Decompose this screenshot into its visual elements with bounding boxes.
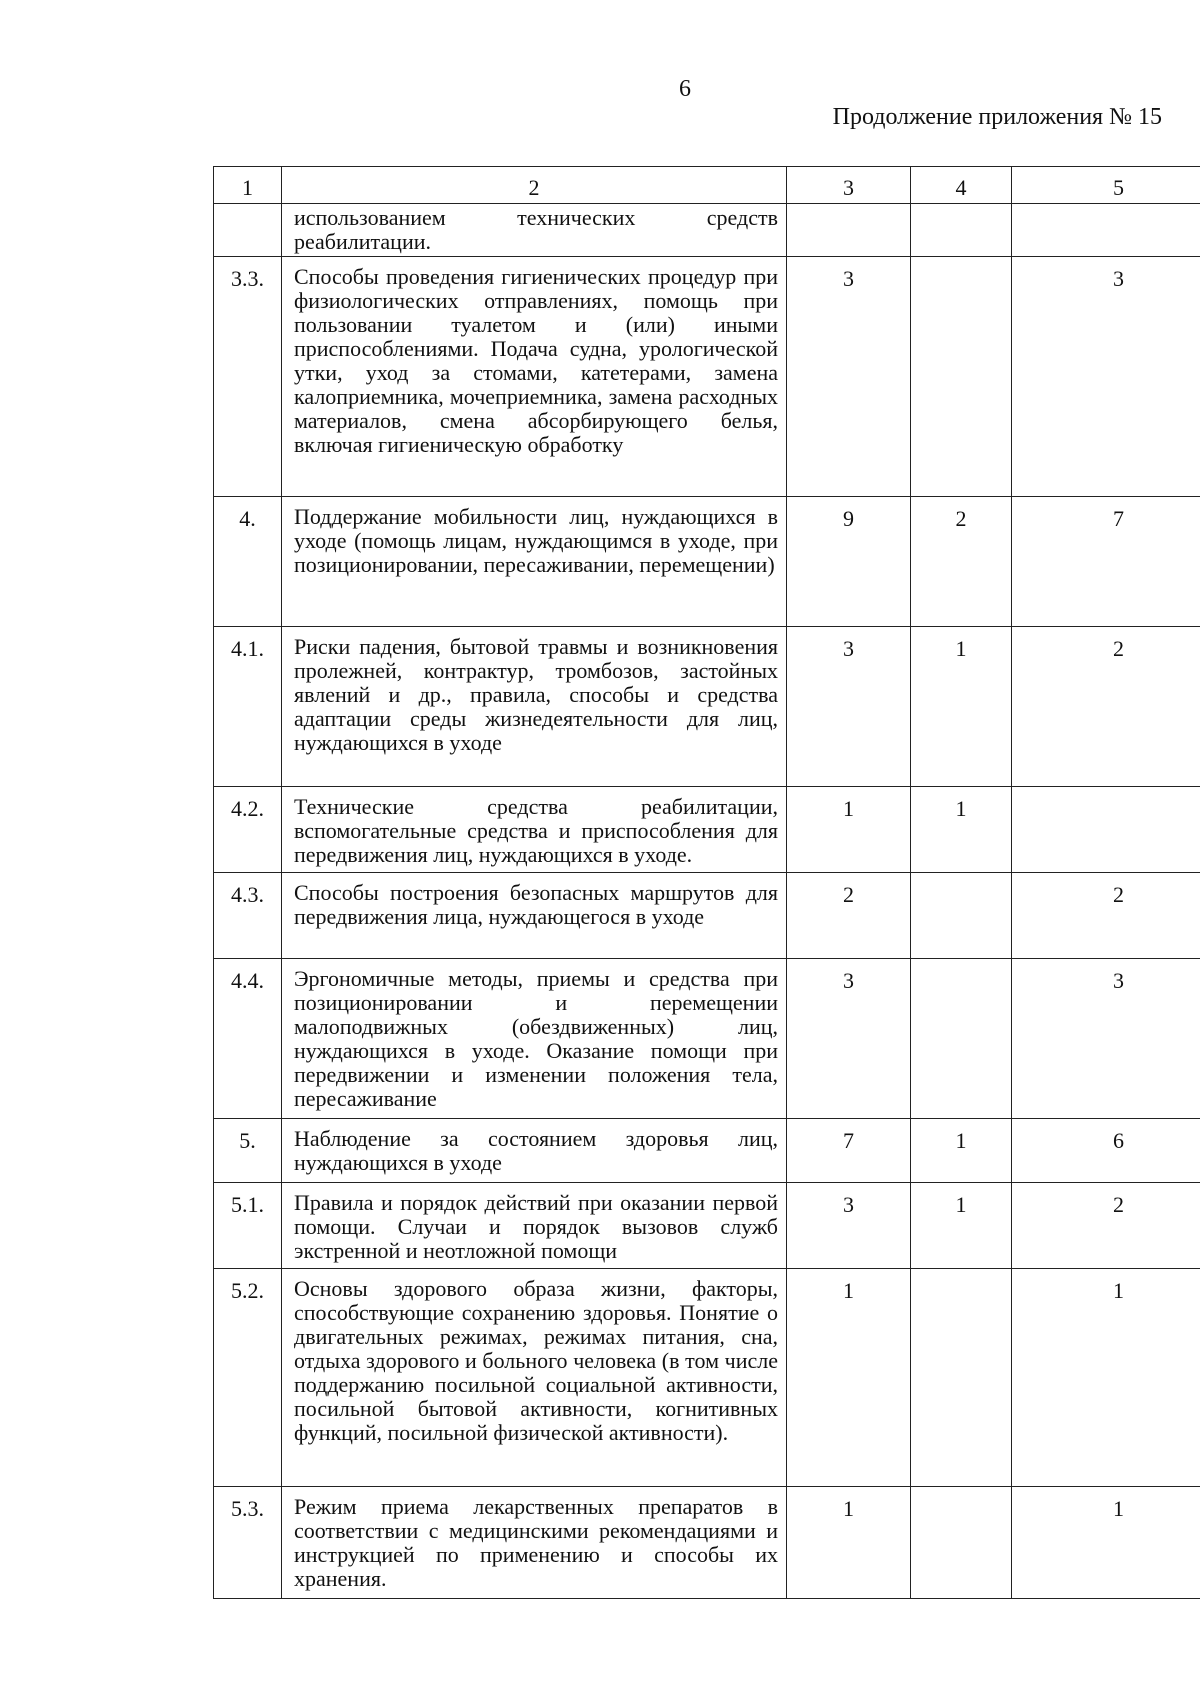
row-number: 5. (214, 1119, 282, 1183)
row-topic: Технические средства реабилитации, вспомогательные средства и приспособления для передвижения лиц, нуждающихся в уходе. (282, 787, 787, 873)
row-practice-hours: 6 (1012, 1119, 1200, 1183)
column-header: 1 (214, 167, 282, 204)
row-practice-hours (1012, 787, 1200, 873)
page-caption: Продолжение приложения № 15 (832, 104, 1162, 130)
row-theory-hours (911, 1487, 1012, 1599)
program-table (213, 166, 1200, 1599)
row-total-hours: 1 (787, 787, 911, 873)
column-header: 5 (1012, 167, 1200, 204)
row-total-hours: 9 (787, 497, 911, 627)
table-row (214, 627, 1200, 787)
table-row (214, 1487, 1200, 1599)
row-total-hours: 3 (787, 959, 911, 1119)
row-practice-hours: 2 (1012, 873, 1200, 959)
row-number: 5.1. (214, 1183, 282, 1269)
row-practice-hours: 7 (1012, 497, 1200, 627)
row-total-hours (787, 204, 911, 257)
column-header: 2 (282, 167, 787, 204)
row-theory-hours (911, 959, 1012, 1119)
table-row (214, 1119, 1200, 1183)
row-topic: Способы проведения гигиенических процедур при физиологических отправлениях, помощь при пользовании туалетом и (или) иными приспособлениями. Подача судна, урологической утки, уход за стомами, катетерами, замена калоприемника, мочеприемника, замена расходных материалов, смена абсорбирующего белья, включая гигиеническую обработку (282, 257, 787, 497)
row-theory-hours (911, 873, 1012, 959)
row-topic: Режим приема лекарственных препаратов в соответствии с медицинскими рекомендациями и инструкцией по применению и способы их хранения. (282, 1487, 787, 1599)
row-number (214, 204, 282, 257)
row-topic: Поддержание мобильности лиц, нуждающихся в уходе (помощь лицам, нуждающимся в уходе, при позиционировании, пересаживании, перемещении) (282, 497, 787, 627)
table-row (214, 497, 1200, 627)
row-practice-hours: 1 (1012, 1269, 1200, 1487)
row-number: 4.3. (214, 873, 282, 959)
row-theory-hours (911, 1269, 1012, 1487)
row-theory-hours: 1 (911, 787, 1012, 873)
row-topic: Эргономичные методы, приемы и средства при позиционировании и перемещении малоподвижных (обездвиженных) лиц, нуждающихся в уходе. Оказание помощи при передвижении и изменении положения тела, пересаживание (282, 959, 787, 1119)
row-theory-hours (911, 204, 1012, 257)
table-row (214, 1183, 1200, 1269)
row-total-hours: 1 (787, 1487, 911, 1599)
row-theory-hours: 2 (911, 497, 1012, 627)
row-practice-hours: 2 (1012, 1183, 1200, 1269)
row-number: 3.3. (214, 257, 282, 497)
row-theory-hours: 1 (911, 1183, 1012, 1269)
row-practice-hours (1012, 204, 1200, 257)
page-number: 6 (679, 76, 691, 102)
row-total-hours: 1 (787, 1269, 911, 1487)
row-total-hours: 2 (787, 873, 911, 959)
row-total-hours: 3 (787, 1183, 911, 1269)
table-row (214, 787, 1200, 873)
row-practice-hours: 3 (1012, 959, 1200, 1119)
row-practice-hours: 3 (1012, 257, 1200, 497)
row-practice-hours: 2 (1012, 627, 1200, 787)
table-header-row (214, 167, 1200, 204)
row-number: 4.1. (214, 627, 282, 787)
row-number: 4.4. (214, 959, 282, 1119)
table-row (214, 873, 1200, 959)
row-theory-hours (911, 257, 1012, 497)
row-topic: Основы здорового образа жизни, факторы, способствующие сохранению здоровья. Понятие о двигательных режимах, режимах питания, сна, отдыха здорового и больного человека (в том числе поддержанию посильной социальной активности, посильной бытовой активности, когнитивных функций, посильной физической активности). (282, 1269, 787, 1487)
table-row (214, 1269, 1200, 1487)
row-theory-hours: 1 (911, 627, 1012, 787)
row-topic: Наблюдение за состоянием здоровья лиц, нуждающихся в уходе (282, 1119, 787, 1183)
row-topic: Риски падения, бытовой травмы и возникновения пролежней, контрактур, тромбозов, застойных явлений и др., правила, способы и средства адаптации среды жизнедеятельности для лиц, нуждающихся в уходе (282, 627, 787, 787)
row-practice-hours: 1 (1012, 1487, 1200, 1599)
row-total-hours: 3 (787, 627, 911, 787)
row-total-hours: 7 (787, 1119, 911, 1183)
row-number: 4. (214, 497, 282, 627)
table-row (214, 959, 1200, 1119)
table-row (214, 257, 1200, 497)
row-topic: Способы построения безопасных маршрутов для передвижения лица, нуждающегося в уходе (282, 873, 787, 959)
column-header: 3 (787, 167, 911, 204)
row-number: 5.2. (214, 1269, 282, 1487)
row-topic: Правила и порядок действий при оказании первой помощи. Случаи и порядок вызовов служб экстренной и неотложной помощи (282, 1183, 787, 1269)
row-number: 5.3. (214, 1487, 282, 1599)
row-number: 4.2. (214, 787, 282, 873)
table-row (214, 204, 1200, 257)
row-theory-hours: 1 (911, 1119, 1012, 1183)
row-total-hours: 3 (787, 257, 911, 497)
row-topic: использованием технических средств реабилитации. (282, 204, 787, 257)
column-header: 4 (911, 167, 1012, 204)
